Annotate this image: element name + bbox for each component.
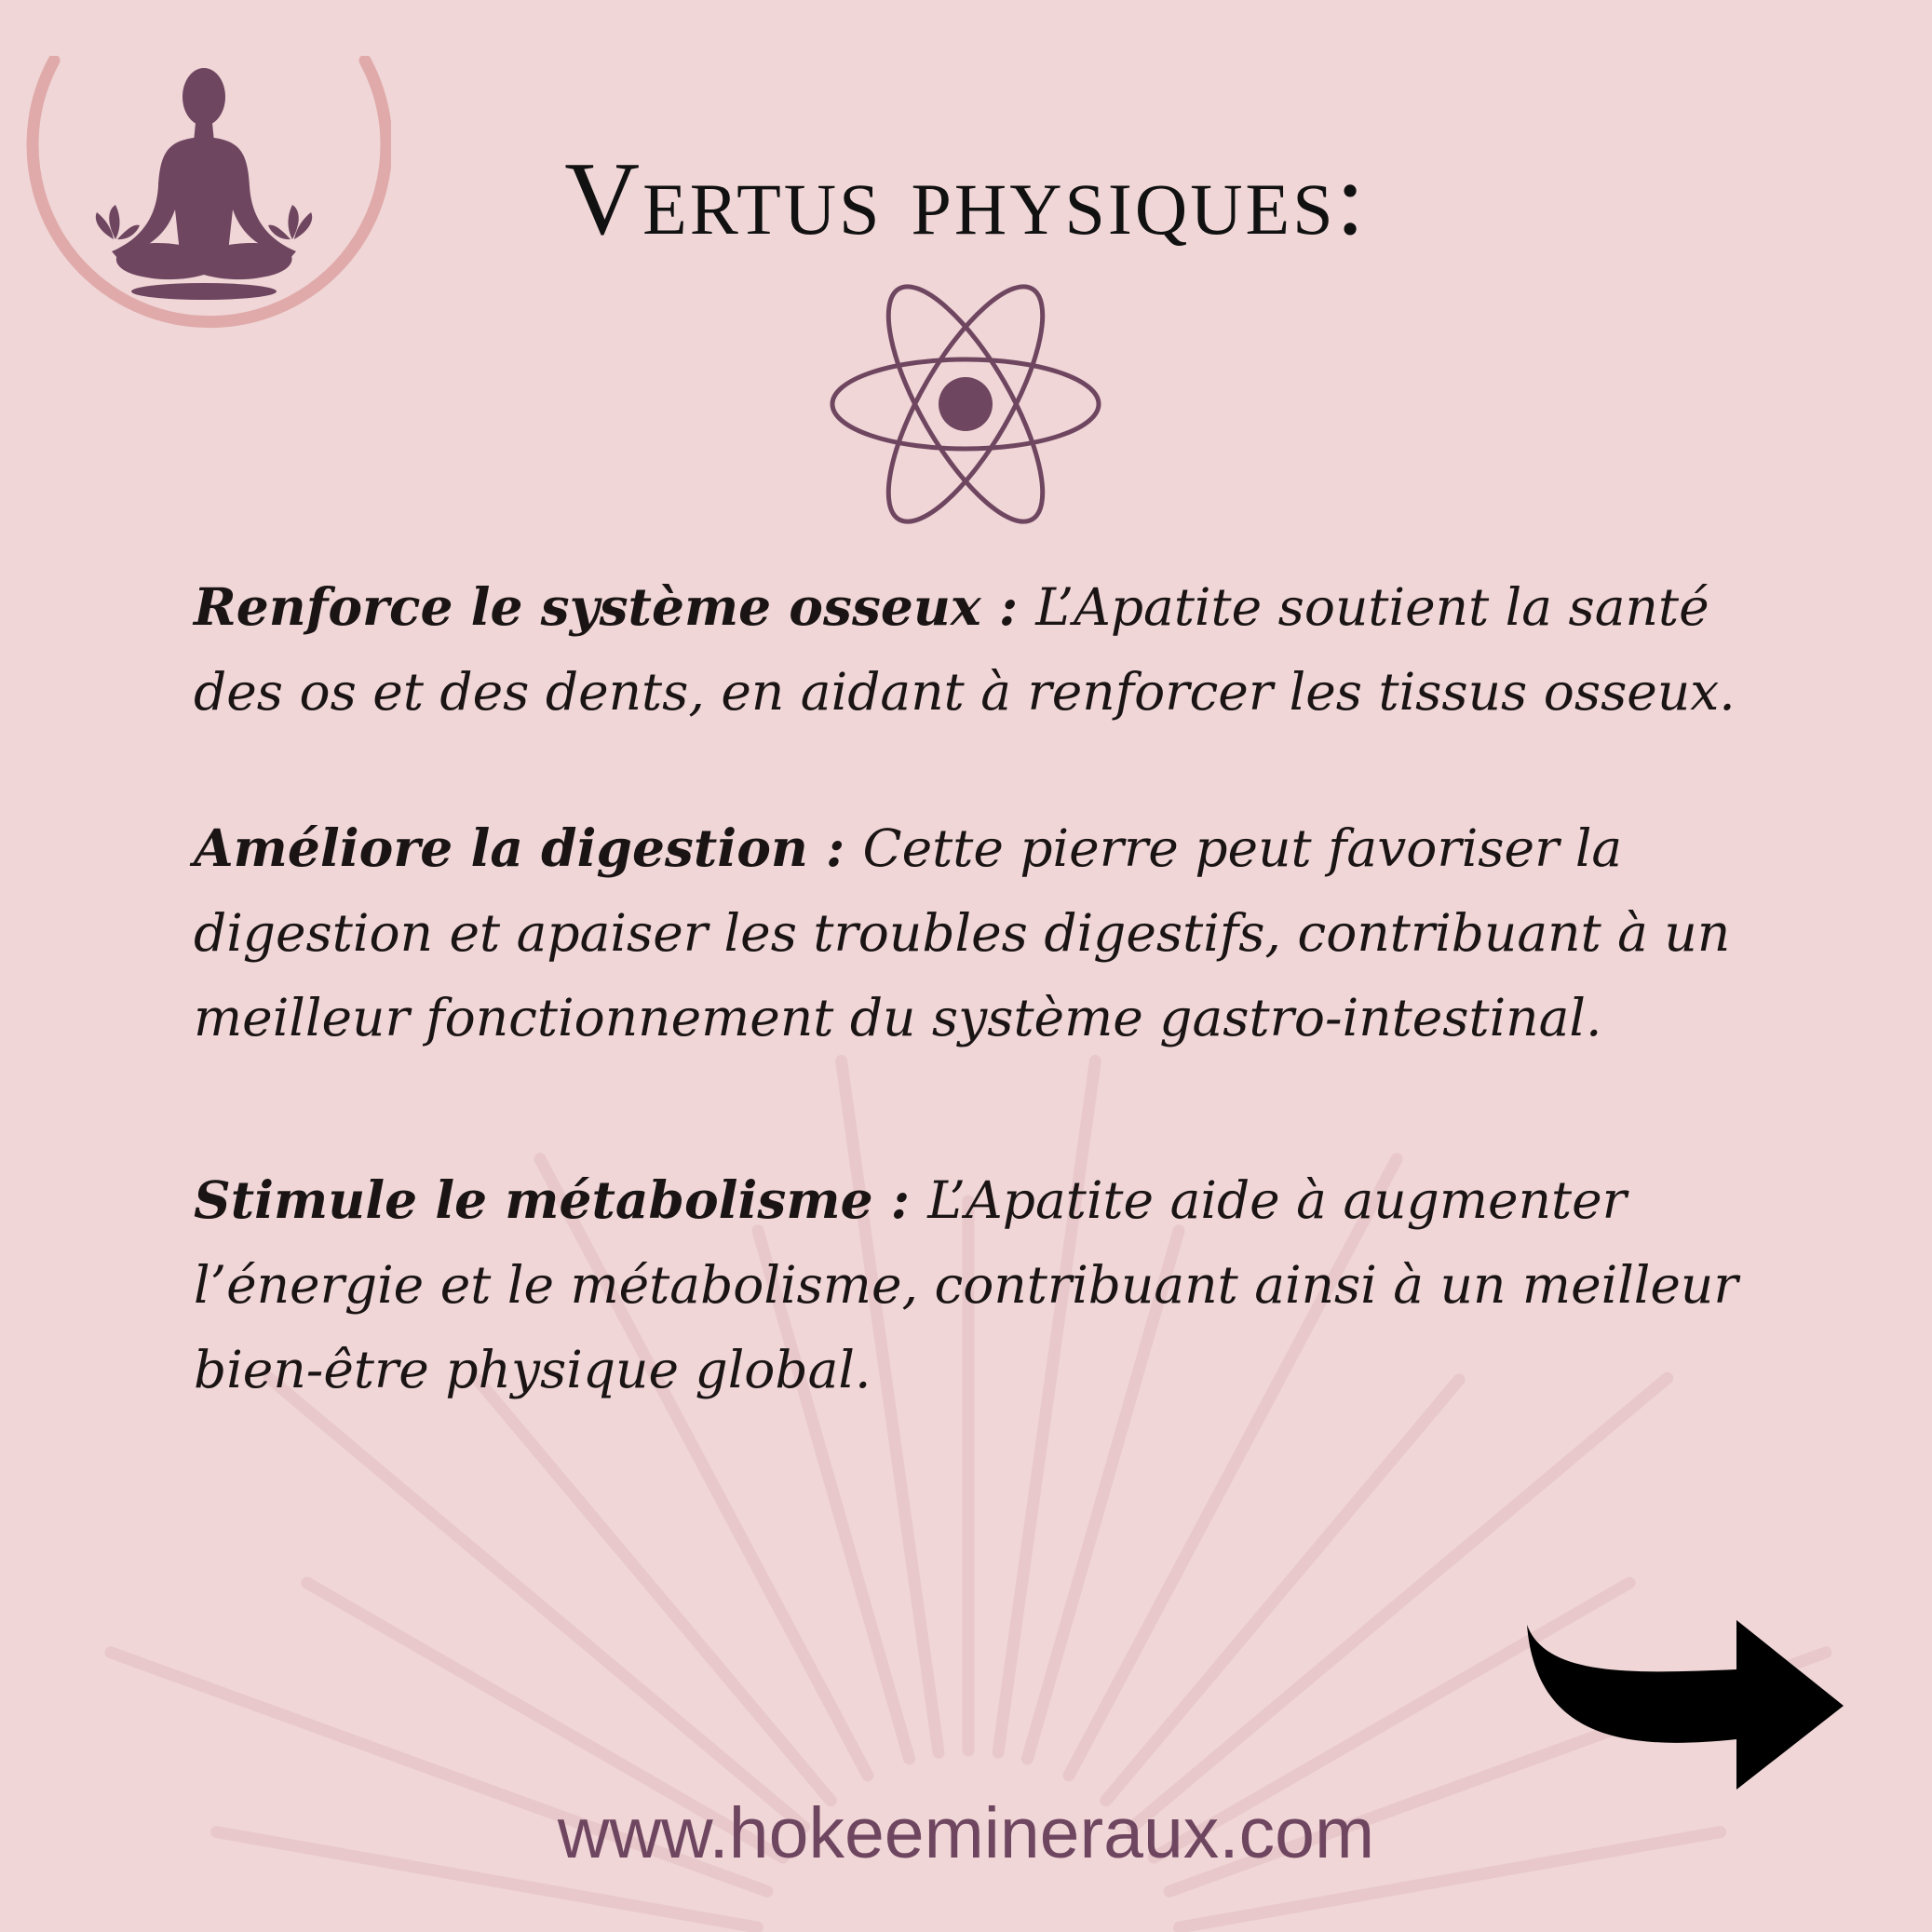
virtue-item-metabolism	[194, 1157, 1777, 1412]
virtue-description: Cette pierre peut favoriser la digestion et apaiser les troubles digestifs, contribuant à un meilleur fonctionnement du système gastro-intestinal.	[194, 818, 1731, 1047]
virtue-item-bones	[194, 564, 1777, 735]
page-title: Vertus physiques:	[564, 142, 1368, 257]
virtue-heading: Renforce le système osseux	[194, 576, 981, 637]
virtue-separator: :	[807, 817, 863, 878]
virtue-heading: Améliore la digestion	[194, 817, 808, 878]
atom-icon	[819, 263, 1117, 551]
virtue-heading: Stimule le métabolisme	[194, 1169, 873, 1230]
virtue-item-digestion	[194, 805, 1777, 1061]
virtue-separator: :	[872, 1169, 928, 1230]
virtue-separator: :	[980, 576, 1036, 637]
virtue-description: L’Apatite aide à augmenter l’énergie et le métabolisme, contribuant ainsi à un meilleur bien-être physique global.	[194, 1170, 1738, 1399]
next-arrow-icon[interactable]	[1518, 1620, 1853, 1792]
virtues-list	[194, 564, 1777, 1412]
virtue-description: L’Apatite soutient la santé des os et des dents, en aidant à renforcer les tissus osseux.	[194, 577, 1736, 722]
website-link[interactable]: www.hokeemineraux.com	[557, 1793, 1375, 1873]
